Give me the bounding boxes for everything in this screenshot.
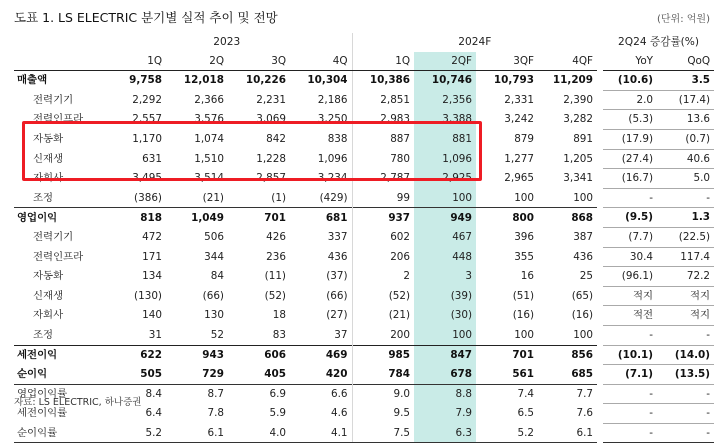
table-cell: 31 — [148, 328, 162, 341]
table-row — [14, 227, 714, 247]
table-cell: 506 — [204, 230, 224, 243]
table-cell: (30) — [414, 306, 476, 326]
table-cell: 37 — [334, 328, 348, 341]
table-cell: 436 — [327, 250, 348, 263]
table-cell: (13.5) — [657, 365, 714, 385]
table-cell: (10.6) — [600, 71, 657, 91]
table-row — [14, 149, 714, 169]
table-cell: 405 — [264, 367, 286, 380]
table-cell: 5.2 — [476, 423, 538, 443]
table-cell: 426 — [266, 230, 286, 243]
table-cell: (429) — [319, 191, 348, 204]
table-row — [14, 286, 714, 306]
table-cell: 1,277 — [504, 152, 535, 165]
table-cell: 5.2 — [102, 423, 166, 443]
table-cell: (130) — [134, 289, 162, 302]
table-cell: 387 — [573, 230, 594, 243]
table-cell: 52 — [210, 328, 224, 341]
table-cell: 206 — [352, 247, 414, 267]
table-cell: 적지 — [600, 286, 657, 306]
header-2024f: 2024F — [352, 33, 600, 52]
table-cell: 1,096 — [317, 152, 348, 165]
row-label: 자회사 — [33, 309, 64, 322]
table-cell: 1,170 — [132, 132, 162, 145]
unit-note: (단위: 억원) — [657, 14, 710, 25]
table-cell: 140 — [142, 309, 162, 322]
table-cell: 18 — [272, 309, 286, 322]
table-cell: 117.4 — [657, 247, 714, 267]
table-cell: (9.5) — [600, 208, 657, 228]
table-cell: 7.5 — [352, 423, 414, 443]
table-row — [14, 90, 714, 110]
table-cell: (39) — [414, 286, 476, 306]
col-header: 4Q — [290, 52, 352, 71]
table-cell: 396 — [514, 230, 535, 243]
table-cell: 606 — [228, 345, 290, 365]
table-cell: 3 — [414, 267, 476, 287]
table-cell: 8.7 — [166, 384, 228, 404]
table-cell: 7.8 — [207, 407, 224, 420]
table-cell: 2,331 — [504, 93, 535, 106]
table-cell: (1) — [271, 191, 286, 204]
table-cell: (21) — [352, 306, 414, 326]
table-cell: 7.7 — [538, 384, 600, 404]
row-label: 자회사 — [33, 172, 64, 185]
table-cell: 467 — [414, 227, 476, 247]
table-cell: 3,250 — [317, 113, 348, 126]
table-cell: 9,758 — [129, 74, 162, 87]
table-cell: (7.1) — [600, 365, 657, 385]
table-cell: 1,049 — [166, 208, 228, 228]
table-cell: 적지 — [657, 306, 714, 326]
col-header: 3QF — [476, 52, 538, 71]
table-cell: 472 — [142, 230, 162, 243]
table-cell: 818 — [102, 208, 166, 228]
row-label: 순이익률 — [14, 423, 102, 443]
table-cell: - — [657, 188, 714, 208]
table-cell: (0.7) — [657, 129, 714, 149]
table-row — [14, 267, 714, 287]
table-title: 도표 1. LS ELECTRIC 분기별 실적 추이 및 전망 — [14, 10, 278, 25]
table-cell: 436 — [573, 250, 594, 263]
table-cell: - — [657, 325, 714, 345]
table-row — [14, 365, 714, 385]
table-cell: 130 — [204, 309, 224, 322]
table-cell: 985 — [352, 345, 414, 365]
table-cell: 800 — [476, 208, 538, 228]
table-cell: (7.7) — [600, 227, 657, 247]
table-row — [14, 188, 714, 208]
table-cell: 868 — [538, 208, 600, 228]
table-row — [14, 208, 714, 228]
table-cell: 6.1 — [166, 423, 228, 443]
table-cell: (22.5) — [657, 227, 714, 247]
table-cell: 13.6 — [657, 110, 714, 130]
table-cell: 2,787 — [352, 169, 414, 189]
table-cell: (17.4) — [657, 90, 714, 110]
table-cell: 949 — [414, 208, 476, 228]
table-cell: 6.5 — [517, 407, 535, 420]
table-cell: 1,074 — [194, 132, 224, 145]
table-cell: 134 — [142, 270, 162, 283]
table-cell: 2 — [352, 267, 414, 287]
table-cell: 469 — [290, 345, 352, 365]
table-cell: 2,292 — [132, 93, 162, 106]
table-cell: (27) — [326, 309, 348, 322]
table-cell: 780 — [352, 149, 414, 169]
row-label: 전력기기 — [33, 93, 74, 106]
row-label: 조정 — [33, 191, 54, 204]
table-cell: 701 — [476, 345, 538, 365]
table-cell: (16) — [571, 309, 594, 322]
table-cell: 631 — [142, 152, 162, 165]
table-cell: 856 — [538, 345, 600, 365]
col-header: 1Q — [102, 52, 166, 71]
table-cell: 6.6 — [290, 384, 352, 404]
table-cell: (11) — [264, 270, 286, 283]
table-cell: 2,186 — [317, 93, 348, 106]
table-cell: 881 — [414, 129, 476, 149]
header-blank — [14, 33, 102, 52]
col-header: QoQ — [657, 52, 714, 71]
table-cell: 40.6 — [657, 149, 714, 169]
row-label: 전력기기 — [33, 230, 74, 243]
table-cell: 943 — [166, 345, 228, 365]
table-cell: 6.3 — [414, 423, 476, 443]
row-label: 세전이익률 — [17, 407, 68, 420]
row-label: 전력인프라 — [33, 250, 84, 263]
table-cell: 100 — [414, 188, 476, 208]
table-cell: (14.0) — [657, 345, 714, 365]
table-row — [14, 110, 714, 130]
col-header: 3Q — [228, 52, 290, 71]
table-cell: (17.9) — [600, 129, 657, 149]
table-cell: 10,746 — [414, 71, 476, 91]
table-cell: 3.5 — [657, 71, 714, 91]
table-cell: 2,983 — [352, 110, 414, 130]
col-header: 2Q — [166, 52, 228, 71]
table-cell: 1,096 — [414, 149, 476, 169]
table-cell: - — [657, 384, 714, 404]
table-cell: (96.1) — [600, 267, 657, 287]
table-cell: 3,341 — [563, 172, 594, 185]
table-cell: - — [657, 404, 714, 424]
table-cell: 3,495 — [132, 172, 162, 185]
table-cell: 847 — [414, 345, 476, 365]
table-cell: 602 — [352, 227, 414, 247]
table-row — [14, 169, 714, 189]
table-cell: 6.1 — [538, 423, 600, 443]
table-cell: 681 — [290, 208, 352, 228]
table-cell: 4.6 — [331, 407, 348, 420]
table-cell: 729 — [202, 367, 224, 380]
table-cell: 3,576 — [194, 113, 224, 126]
table-cell: 3,242 — [504, 113, 535, 126]
table-cell: - — [657, 423, 714, 443]
table-cell: 3,282 — [563, 113, 594, 126]
table-cell: (5.3) — [600, 110, 657, 130]
title-row — [14, 8, 714, 26]
table-cell: 355 — [514, 250, 535, 263]
table-cell: 2,366 — [194, 93, 224, 106]
table-cell: 12,018 — [183, 74, 224, 87]
table-cell: 100 — [514, 328, 535, 341]
table-cell: (386) — [134, 191, 162, 204]
table-cell: (66) — [326, 289, 348, 302]
table-cell: 9.0 — [352, 384, 414, 404]
table-cell: 1,510 — [194, 152, 224, 165]
table-cell: 236 — [266, 250, 286, 263]
table-cell: 적전 — [600, 306, 657, 326]
table-cell: 937 — [352, 208, 414, 228]
table-cell: 3,234 — [317, 172, 348, 185]
table-cell: (52) — [264, 289, 286, 302]
table-cell: 7.9 — [414, 404, 476, 424]
table-cell: 2,356 — [414, 90, 476, 110]
table-cell: 1,228 — [256, 152, 286, 165]
table-cell: 83 — [272, 328, 286, 341]
table-cell: - — [600, 384, 657, 404]
table-cell: (37) — [326, 270, 348, 283]
table-cell: 100 — [414, 325, 476, 345]
row-label: 영업이익률 — [14, 384, 102, 404]
table-cell: 8.4 — [102, 384, 166, 404]
table-row — [14, 71, 714, 91]
table-cell: 622 — [102, 345, 166, 365]
table-cell: (66) — [202, 289, 224, 302]
table-cell: 842 — [266, 132, 286, 145]
source-note: 자료: LS ELECTRIC, 하나증권 — [14, 397, 142, 408]
table-cell: (16) — [512, 309, 535, 322]
table-cell: 16 — [520, 270, 535, 283]
table-cell: 84 — [210, 270, 224, 283]
col-header-highlight: 2QF — [414, 52, 476, 71]
table-cell: 879 — [514, 132, 535, 145]
col-header: 1Q — [352, 52, 414, 71]
table-cell: 337 — [327, 230, 348, 243]
table-cell: 3,069 — [256, 113, 286, 126]
table-cell: (51) — [512, 289, 535, 302]
header-2023: 2023 — [213, 36, 241, 48]
table-cell: 8.8 — [414, 384, 476, 404]
col-header: 4QF — [538, 52, 600, 71]
table-cell: 2,231 — [256, 93, 286, 106]
table-row — [14, 325, 714, 345]
table-cell: 4.0 — [228, 423, 290, 443]
table-row — [14, 129, 714, 149]
table-cell: - — [600, 423, 657, 443]
table-cell: 838 — [327, 132, 348, 145]
table-cell: 6.9 — [228, 384, 290, 404]
row-label: 전력인프라 — [33, 113, 84, 126]
table-cell: 200 — [352, 325, 414, 345]
table-cell: 적지 — [657, 286, 714, 306]
table-cell: (27.4) — [600, 149, 657, 169]
header-group-row — [14, 33, 714, 52]
table-row — [14, 247, 714, 267]
col-header: YoY — [600, 52, 657, 71]
table-cell: 25 — [579, 270, 594, 283]
table-cell: 10,304 — [307, 74, 348, 87]
table-cell: 3,388 — [414, 110, 476, 130]
table-cell: 1.3 — [657, 208, 714, 228]
table-cell: 2,857 — [256, 172, 286, 185]
table-cell: 99 — [352, 188, 414, 208]
table-cell: 678 — [414, 365, 476, 385]
table-cell: 7.4 — [476, 384, 538, 404]
table-cell: 701 — [228, 208, 290, 228]
table-cell: 100 — [514, 191, 535, 204]
table-cell: 448 — [414, 247, 476, 267]
table-cell: 1,205 — [563, 152, 594, 165]
table-cell: 2,851 — [352, 90, 414, 110]
table-cell: 2.0 — [600, 90, 657, 110]
table-cell: 100 — [573, 191, 594, 204]
table-cell: 891 — [573, 132, 594, 145]
row-label: 신재생 — [33, 289, 64, 302]
table-cell: 10,226 — [245, 74, 286, 87]
row-label: 신재생 — [33, 152, 64, 165]
table-cell: 420 — [325, 367, 348, 380]
table-cell: 505 — [140, 367, 162, 380]
table-row — [14, 423, 714, 443]
table-cell: (21) — [202, 191, 224, 204]
table-cell: (16.7) — [600, 169, 657, 189]
table-cell: 5.9 — [269, 407, 286, 420]
table-cell: (10.1) — [600, 345, 657, 365]
table-cell: 2,557 — [132, 113, 162, 126]
table-cell: 4.1 — [290, 423, 352, 443]
table-cell: 784 — [352, 365, 414, 385]
table-cell: 9.5 — [352, 404, 414, 424]
header-change: 2Q24 증감률(%) — [600, 33, 714, 52]
table-cell: 10,793 — [493, 74, 535, 87]
table-cell: 10,386 — [352, 71, 414, 91]
row-label: 자동화 — [33, 270, 64, 283]
table-cell: 171 — [142, 250, 162, 263]
table-cell: 887 — [352, 129, 414, 149]
row-label: 순이익 — [17, 367, 48, 380]
earnings-table — [14, 33, 714, 443]
table-cell: 100 — [573, 328, 594, 341]
table-cell: - — [600, 325, 657, 345]
table-cell: - — [600, 404, 657, 424]
table-cell: 344 — [204, 250, 224, 263]
row-label: 조정 — [33, 328, 54, 341]
row-label: 자동화 — [33, 132, 64, 145]
table-cell: 3,514 — [194, 172, 224, 185]
table-cell: 2,390 — [563, 93, 594, 106]
row-label: 세전이익 — [14, 345, 102, 365]
table-cell: 561 — [512, 367, 535, 380]
table-cell: - — [600, 188, 657, 208]
table-cell: 30.4 — [600, 247, 657, 267]
table-cell: (65) — [571, 289, 594, 302]
table-cell: 11,209 — [552, 74, 594, 87]
header-quarter-row — [14, 52, 714, 71]
table-cell: 7.6 — [576, 407, 594, 420]
table-row — [14, 306, 714, 326]
table-cell: 685 — [571, 367, 594, 380]
table-row — [14, 345, 714, 365]
table-cell: 2,925 — [414, 169, 476, 189]
table-cell: (52) — [352, 286, 414, 306]
table-cell: 5.0 — [657, 169, 714, 189]
table-cell: 6.4 — [145, 407, 162, 420]
table-cell: 72.2 — [657, 267, 714, 287]
row-label: 매출액 — [17, 74, 48, 87]
header-blank-2 — [14, 52, 102, 71]
table-cell: 2,965 — [504, 172, 535, 185]
row-label: 영업이익 — [14, 208, 102, 228]
